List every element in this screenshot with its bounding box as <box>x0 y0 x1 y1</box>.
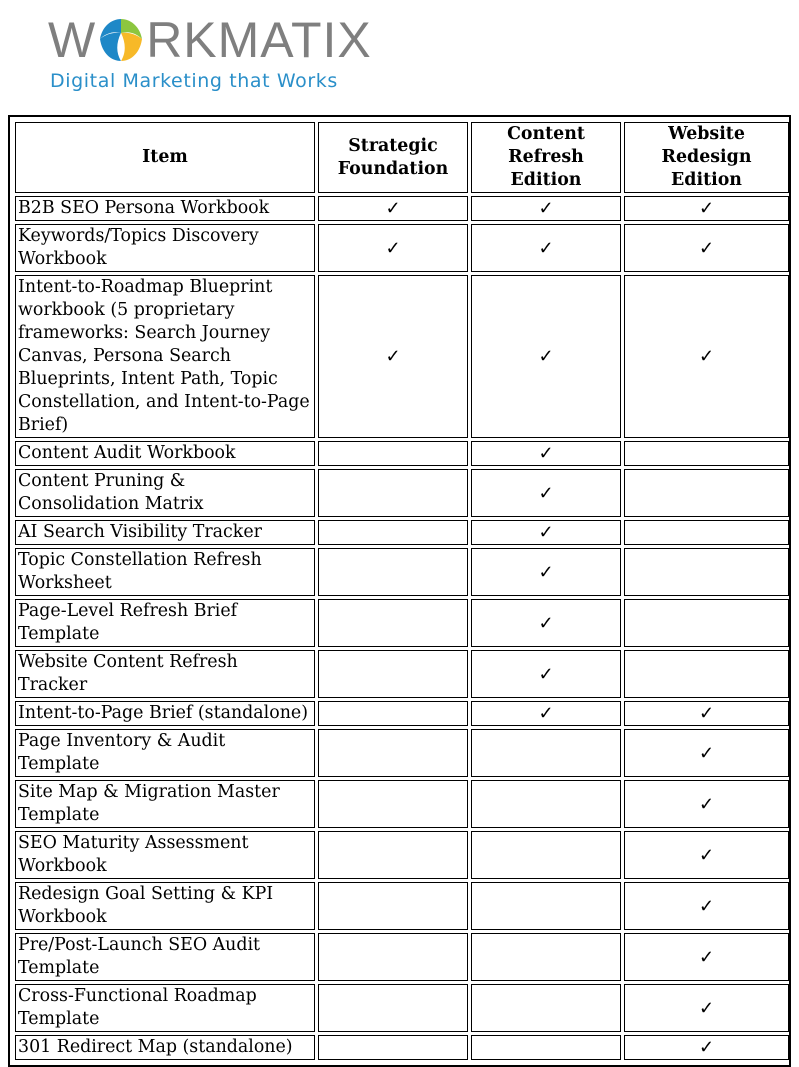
item-cell: Content Pruning & Consolidation Matrix <box>15 469 315 517</box>
content-refresh-cell: ✓ <box>471 520 621 545</box>
strategic-foundation-cell <box>318 650 468 698</box>
content-refresh-cell: ✓ <box>471 441 621 466</box>
table-row <box>15 520 789 545</box>
strategic-foundation-cell <box>318 441 468 466</box>
item-cell: B2B SEO Persona Workbook <box>15 196 315 221</box>
item-cell: Site Map & Migration Master Template <box>15 780 315 828</box>
comparison-table <box>12 119 792 1063</box>
table-row <box>15 933 789 981</box>
website-redesign-cell <box>624 520 789 545</box>
item-cell: Cross-Functional Roadmap Template <box>15 984 315 1032</box>
content-refresh-cell <box>471 780 621 828</box>
item-cell: Topic Constellation Refresh Worksheet <box>15 548 315 596</box>
item-cell: Pre/Post-Launch SEO Audit Template <box>15 933 315 981</box>
strategic-foundation-cell <box>318 933 468 981</box>
website-redesign-cell <box>624 441 789 466</box>
website-redesign-cell: ✓ <box>624 701 789 726</box>
content-refresh-cell: ✓ <box>471 196 621 221</box>
header-strategic-foundation: Strategic Foundation <box>318 122 468 193</box>
website-redesign-cell: ✓ <box>624 882 789 930</box>
website-redesign-cell <box>624 469 789 517</box>
strategic-foundation-cell <box>318 701 468 726</box>
strategic-foundation-cell <box>318 729 468 777</box>
website-redesign-cell <box>624 599 789 647</box>
website-redesign-cell <box>624 650 789 698</box>
strategic-foundation-cell <box>318 780 468 828</box>
comparison-table-frame <box>8 115 791 1067</box>
content-refresh-cell: ✓ <box>471 548 621 596</box>
content-refresh-cell <box>471 831 621 879</box>
table-row <box>15 548 789 596</box>
item-cell: Page Inventory & Audit Template <box>15 729 315 777</box>
table-row <box>15 729 789 777</box>
content-refresh-cell: ✓ <box>471 701 621 726</box>
content-refresh-cell <box>471 933 621 981</box>
item-cell: Page-Level Refresh Brief Template <box>15 599 315 647</box>
item-cell: Content Audit Workbook <box>15 441 315 466</box>
website-redesign-cell <box>624 548 789 596</box>
table-row <box>15 599 789 647</box>
logo-mark-icon <box>98 17 144 63</box>
table-row <box>15 984 789 1032</box>
logo-word-end: RKMATIX <box>146 12 372 68</box>
item-cell: Intent-to-Page Brief (standalone) <box>15 701 315 726</box>
content-refresh-cell <box>471 882 621 930</box>
strategic-foundation-cell <box>318 1035 468 1060</box>
strategic-foundation-cell <box>318 520 468 545</box>
content-refresh-cell <box>471 984 621 1032</box>
strategic-foundation-cell <box>318 831 468 879</box>
workmatix-logo <box>48 12 378 96</box>
website-redesign-cell: ✓ <box>624 275 789 438</box>
content-refresh-cell: ✓ <box>471 469 621 517</box>
logo-wordmark <box>48 12 372 68</box>
content-refresh-cell: ✓ <box>471 650 621 698</box>
table-header-row <box>15 122 789 193</box>
website-redesign-cell: ✓ <box>624 831 789 879</box>
table-row <box>15 882 789 930</box>
strategic-foundation-cell <box>318 882 468 930</box>
website-redesign-cell: ✓ <box>624 1035 789 1060</box>
strategic-foundation-cell <box>318 599 468 647</box>
logo-tagline: Digital Marketing that Works <box>50 70 338 92</box>
table-row <box>15 701 789 726</box>
website-redesign-cell: ✓ <box>624 780 789 828</box>
logo-word-start: W <box>48 12 97 68</box>
item-cell: 301 Redirect Map (standalone) <box>15 1035 315 1060</box>
header-content-refresh-edition: Content Refresh Edition <box>471 122 621 193</box>
content-refresh-cell: ✓ <box>471 224 621 272</box>
content-refresh-cell: ✓ <box>471 275 621 438</box>
table-row <box>15 1035 789 1060</box>
table-body <box>15 196 789 1060</box>
strategic-foundation-cell <box>318 984 468 1032</box>
table-row <box>15 469 789 517</box>
table-row <box>15 650 789 698</box>
table-row <box>15 275 789 438</box>
item-cell: AI Search Visibility Tracker <box>15 520 315 545</box>
item-cell: Intent-to-Roadmap Blueprint workbook (5 proprietary frameworks: Search Journey Canvas, Persona Search Blueprints, Intent Path, Topic Constellation, and Intent-to-Page Brief) <box>15 275 315 438</box>
website-redesign-cell: ✓ <box>624 196 789 221</box>
item-cell: SEO Maturity Assessment Workbook <box>15 831 315 879</box>
item-cell: Keywords/Topics Discovery Workbook <box>15 224 315 272</box>
content-refresh-cell: ✓ <box>471 599 621 647</box>
header-item: Item <box>15 122 315 193</box>
header-website-redesign-edition: Website Redesign Edition <box>624 122 789 193</box>
table-row <box>15 441 789 466</box>
table-row <box>15 224 789 272</box>
table-row <box>15 780 789 828</box>
website-redesign-cell: ✓ <box>624 933 789 981</box>
strategic-foundation-cell: ✓ <box>318 224 468 272</box>
item-cell: Redesign Goal Setting & KPI Workbook <box>15 882 315 930</box>
website-redesign-cell: ✓ <box>624 224 789 272</box>
strategic-foundation-cell: ✓ <box>318 196 468 221</box>
strategic-foundation-cell <box>318 548 468 596</box>
strategic-foundation-cell: ✓ <box>318 275 468 438</box>
strategic-foundation-cell <box>318 469 468 517</box>
item-cell: Website Content Refresh Tracker <box>15 650 315 698</box>
website-redesign-cell: ✓ <box>624 729 789 777</box>
table-row <box>15 196 789 221</box>
content-refresh-cell <box>471 1035 621 1060</box>
content-refresh-cell <box>471 729 621 777</box>
website-redesign-cell: ✓ <box>624 984 789 1032</box>
table-row <box>15 831 789 879</box>
